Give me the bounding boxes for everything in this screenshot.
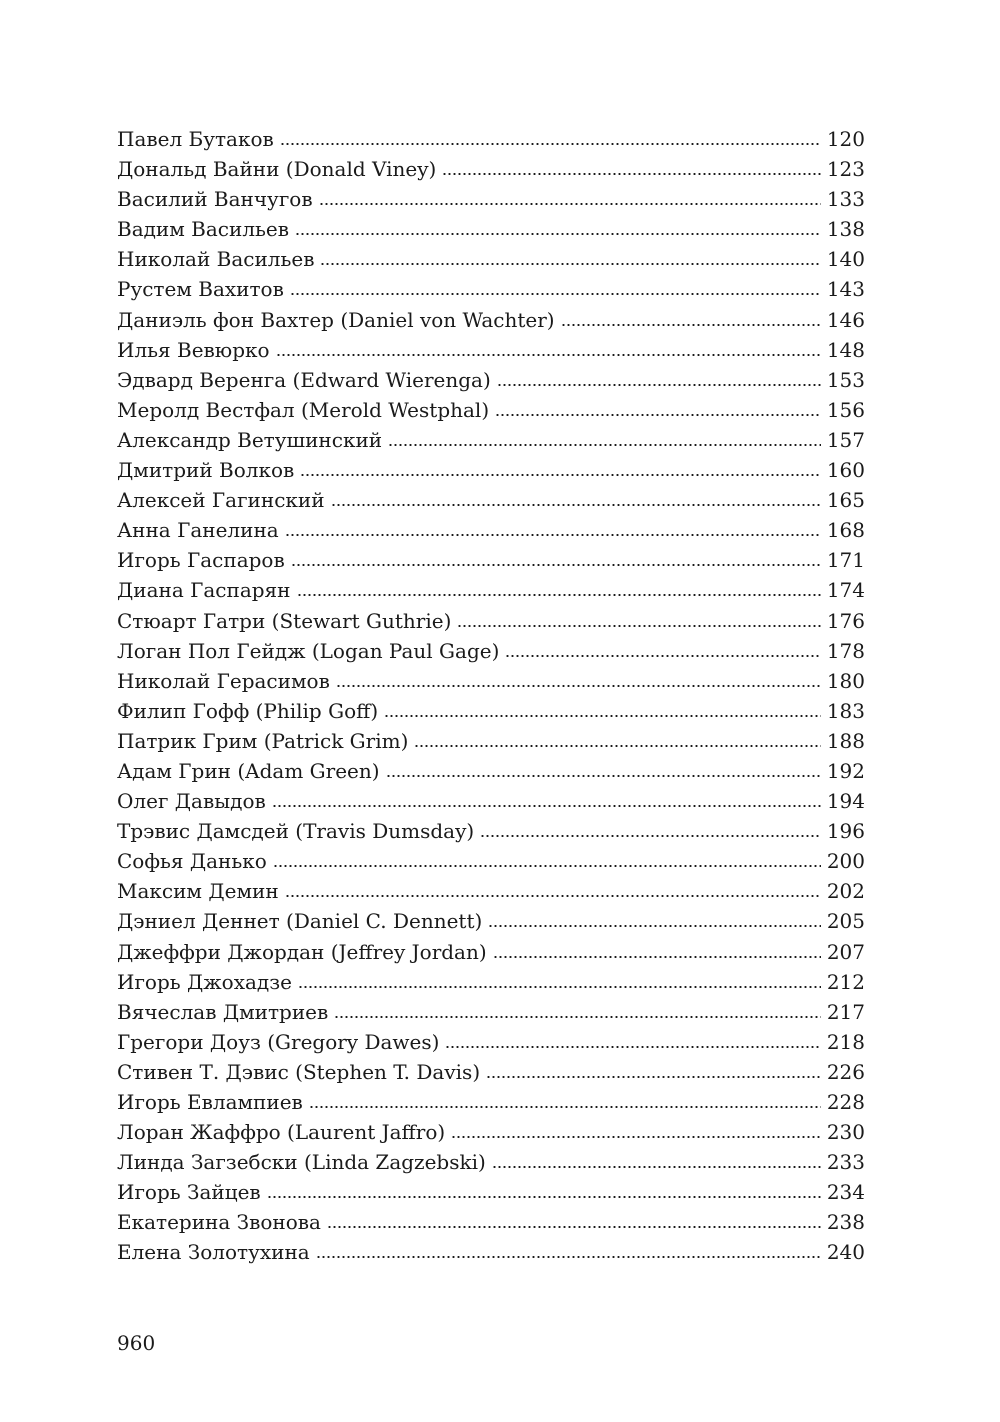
toc-entry-title: Джеффри Джордан (Jeffrey Jordan) bbox=[117, 937, 491, 967]
toc-entry bbox=[117, 455, 865, 485]
toc-entry bbox=[117, 335, 865, 365]
dot-leader bbox=[290, 293, 821, 295]
toc-entry-page: 176 bbox=[826, 608, 865, 633]
toc-entry-page: 120 bbox=[826, 127, 865, 151]
dot-leader bbox=[309, 1106, 821, 1108]
toc-entry-title: Анна Ганелина bbox=[117, 515, 283, 545]
toc-entry bbox=[117, 696, 865, 726]
toc-entry-page: 157 bbox=[826, 427, 865, 452]
toc-entry bbox=[117, 1207, 865, 1237]
toc-entry bbox=[117, 515, 865, 545]
table-of-contents bbox=[117, 124, 865, 1268]
toc-entry-title: Игорь Гаспаров bbox=[117, 545, 289, 575]
dot-leader bbox=[384, 715, 821, 717]
toc-entry-title: Максим Демин bbox=[117, 876, 283, 906]
toc-entry bbox=[117, 244, 865, 274]
dot-leader bbox=[320, 263, 820, 265]
toc-entry-page: 160 bbox=[826, 458, 865, 483]
toc-entry-title: Олег Давыдов bbox=[117, 786, 270, 816]
dot-leader bbox=[295, 233, 821, 235]
toc-entry-title: Даниэль фон Вахтер (Daniel von Wachter) bbox=[117, 305, 559, 335]
toc-entry-page: 233 bbox=[826, 1150, 865, 1175]
toc-entry-page: 217 bbox=[826, 999, 865, 1024]
toc-entry bbox=[117, 726, 865, 756]
toc-entry-title: Игорь Евлампиев bbox=[117, 1087, 307, 1117]
dot-leader bbox=[273, 865, 821, 867]
dot-leader bbox=[486, 1076, 821, 1078]
dot-leader bbox=[297, 594, 821, 596]
toc-entry-title: Стивен Т. Дэвис (Stephen T. Davis) bbox=[117, 1057, 484, 1087]
toc-entry-title: Диана Гаспарян bbox=[117, 575, 295, 605]
toc-entry-page: 228 bbox=[826, 1090, 865, 1114]
toc-entry-page: 171 bbox=[826, 548, 865, 573]
toc-entry-title: Лоран Жаффро (Laurent Jaffro) bbox=[117, 1117, 449, 1147]
dot-leader bbox=[451, 1136, 821, 1138]
toc-entry-page: 240 bbox=[826, 1240, 865, 1265]
toc-entry bbox=[117, 124, 865, 154]
toc-entry-page: 226 bbox=[826, 1059, 865, 1084]
dot-leader bbox=[442, 173, 820, 175]
toc-entry-title: Вадим Васильев bbox=[117, 214, 293, 244]
toc-entry-title: Игорь Джохадзе bbox=[117, 967, 296, 997]
dot-leader bbox=[300, 474, 821, 476]
toc-entry-title: Эдвард Веренга (Edward Wierenga) bbox=[117, 365, 495, 395]
toc-entry-page: 143 bbox=[826, 277, 865, 302]
toc-entry-title: Патрик Грим (Patrick Grim) bbox=[117, 726, 412, 756]
toc-entry-page: 123 bbox=[826, 157, 865, 182]
toc-entry-page: 207 bbox=[826, 939, 865, 964]
toc-entry-title: Игорь Зайцев bbox=[117, 1177, 265, 1207]
toc-entry-title: Рустем Вахитов bbox=[117, 274, 288, 304]
toc-entry bbox=[117, 1237, 865, 1267]
dot-leader bbox=[414, 745, 820, 747]
toc-entry-title: Дмитрий Волков bbox=[117, 455, 298, 485]
page-number: 960 bbox=[117, 1331, 156, 1355]
toc-entry-title: Елена Золотухина bbox=[117, 1237, 314, 1267]
toc-entry bbox=[117, 425, 865, 455]
dot-leader bbox=[334, 1016, 821, 1018]
dot-leader bbox=[493, 956, 821, 958]
toc-entry bbox=[117, 1087, 865, 1117]
toc-entry-page: 133 bbox=[826, 187, 865, 212]
dot-leader bbox=[280, 143, 821, 145]
toc-entry bbox=[117, 305, 865, 335]
toc-entry-page: 153 bbox=[826, 367, 865, 392]
toc-entry-title: Илья Вевюрко bbox=[117, 335, 274, 365]
toc-entry-page: 178 bbox=[826, 638, 865, 663]
dot-leader bbox=[386, 775, 821, 777]
toc-entry bbox=[117, 636, 865, 666]
toc-entry bbox=[117, 154, 865, 184]
dot-leader bbox=[267, 1196, 821, 1198]
toc-entry-title: Линда Загзебски (Linda Zagzebski) bbox=[117, 1147, 490, 1177]
toc-entry-page: 165 bbox=[826, 488, 865, 513]
toc-entry bbox=[117, 816, 865, 846]
toc-entry bbox=[117, 1117, 865, 1147]
toc-entry-page: 146 bbox=[826, 307, 865, 332]
toc-entry-title: Николай Васильев bbox=[117, 244, 318, 274]
dot-leader bbox=[561, 324, 821, 326]
toc-entry-title: Александр Ветушинский bbox=[117, 425, 386, 455]
toc-entry-page: 138 bbox=[826, 217, 865, 242]
dot-leader bbox=[298, 986, 821, 988]
dot-leader bbox=[492, 1166, 821, 1168]
toc-entry-page: 230 bbox=[826, 1120, 865, 1145]
toc-entry bbox=[117, 846, 865, 876]
toc-entry bbox=[117, 1177, 865, 1207]
toc-entry bbox=[117, 545, 865, 575]
dot-leader bbox=[488, 925, 821, 927]
toc-entry-page: 234 bbox=[826, 1180, 865, 1205]
toc-entry-title: Николай Герасимов bbox=[117, 666, 334, 696]
toc-entry-page: 188 bbox=[826, 728, 865, 753]
toc-entry-page: 192 bbox=[826, 758, 865, 783]
dot-leader bbox=[285, 534, 821, 536]
dot-leader bbox=[497, 384, 821, 386]
toc-entry bbox=[117, 485, 865, 515]
toc-entry-page: 183 bbox=[826, 698, 865, 723]
toc-entry-title: Алексей Гагинский bbox=[117, 485, 329, 515]
toc-entry bbox=[117, 967, 865, 997]
toc-entry-page: 200 bbox=[826, 849, 865, 874]
dot-leader bbox=[336, 685, 821, 687]
dot-leader bbox=[388, 444, 821, 446]
dot-leader bbox=[285, 895, 821, 897]
toc-entry bbox=[117, 575, 865, 605]
toc-entry-title: Дэниел Деннет (Daniel C. Dennett) bbox=[117, 906, 486, 936]
toc-entry bbox=[117, 214, 865, 244]
toc-entry-title: Трэвис Дамсдей (Travis Dumsday) bbox=[117, 816, 478, 846]
dot-leader bbox=[327, 1226, 821, 1228]
toc-entry-title: Стюарт Гатри (Stewart Guthrie) bbox=[117, 606, 455, 636]
toc-entry-page: 148 bbox=[826, 337, 865, 362]
toc-entry-title: Вячеслав Дмитриев bbox=[117, 997, 332, 1027]
toc-entry-title: Дональд Вайни (Donald Viney) bbox=[117, 154, 440, 184]
toc-entry-title: Василий Ванчугов bbox=[117, 184, 317, 214]
dot-leader bbox=[480, 835, 821, 837]
toc-entry-page: 168 bbox=[826, 518, 865, 543]
toc-entry-page: 194 bbox=[826, 789, 865, 814]
dot-leader bbox=[319, 203, 821, 205]
toc-entry-page: 174 bbox=[826, 578, 865, 603]
toc-entry bbox=[117, 1027, 865, 1057]
toc-entry-title: Адам Грин (Adam Green) bbox=[117, 756, 384, 786]
toc-entry-title: Софья Данько bbox=[117, 846, 271, 876]
dot-leader bbox=[495, 414, 821, 416]
dot-leader bbox=[291, 564, 821, 566]
toc-entry bbox=[117, 1057, 865, 1087]
dot-leader bbox=[331, 504, 821, 506]
toc-entry-page: 205 bbox=[826, 909, 865, 934]
dot-leader bbox=[457, 625, 820, 627]
toc-entry bbox=[117, 274, 865, 304]
toc-entry bbox=[117, 786, 865, 816]
toc-entry bbox=[117, 365, 865, 395]
toc-entry-page: 218 bbox=[826, 1029, 865, 1054]
toc-entry-title: Павел Бутаков bbox=[117, 124, 278, 154]
dot-leader bbox=[276, 354, 821, 356]
toc-entry bbox=[117, 184, 865, 214]
toc-entry-title: Екатерина Звонова bbox=[117, 1207, 325, 1237]
toc-entry-page: 212 bbox=[826, 969, 865, 994]
toc-entry-page: 196 bbox=[826, 819, 865, 844]
toc-entry-page: 202 bbox=[826, 879, 865, 904]
toc-entry-page: 156 bbox=[826, 397, 865, 422]
toc-entry bbox=[117, 1147, 865, 1177]
toc-entry-title: Меролд Вестфал (Merold Westphal) bbox=[117, 395, 493, 425]
dot-leader bbox=[445, 1046, 820, 1048]
toc-entry-page: 180 bbox=[826, 668, 865, 693]
toc-entry bbox=[117, 606, 865, 636]
toc-entry-title: Логан Пол Гейдж (Logan Paul Gage) bbox=[117, 636, 503, 666]
toc-entry bbox=[117, 906, 865, 936]
toc-entry-title: Филип Гофф (Philip Goff) bbox=[117, 696, 382, 726]
toc-entry bbox=[117, 876, 865, 906]
toc-entry-page: 140 bbox=[826, 247, 865, 272]
toc-entry bbox=[117, 666, 865, 696]
dot-leader bbox=[272, 805, 821, 807]
toc-entry bbox=[117, 937, 865, 967]
dot-leader bbox=[505, 655, 820, 657]
toc-entry-page: 238 bbox=[826, 1210, 865, 1235]
dot-leader bbox=[316, 1256, 821, 1258]
toc-entry bbox=[117, 997, 865, 1027]
toc-entry-title: Грегори Доуз (Gregory Dawes) bbox=[117, 1027, 443, 1057]
toc-entry bbox=[117, 756, 865, 786]
toc-entry bbox=[117, 395, 865, 425]
